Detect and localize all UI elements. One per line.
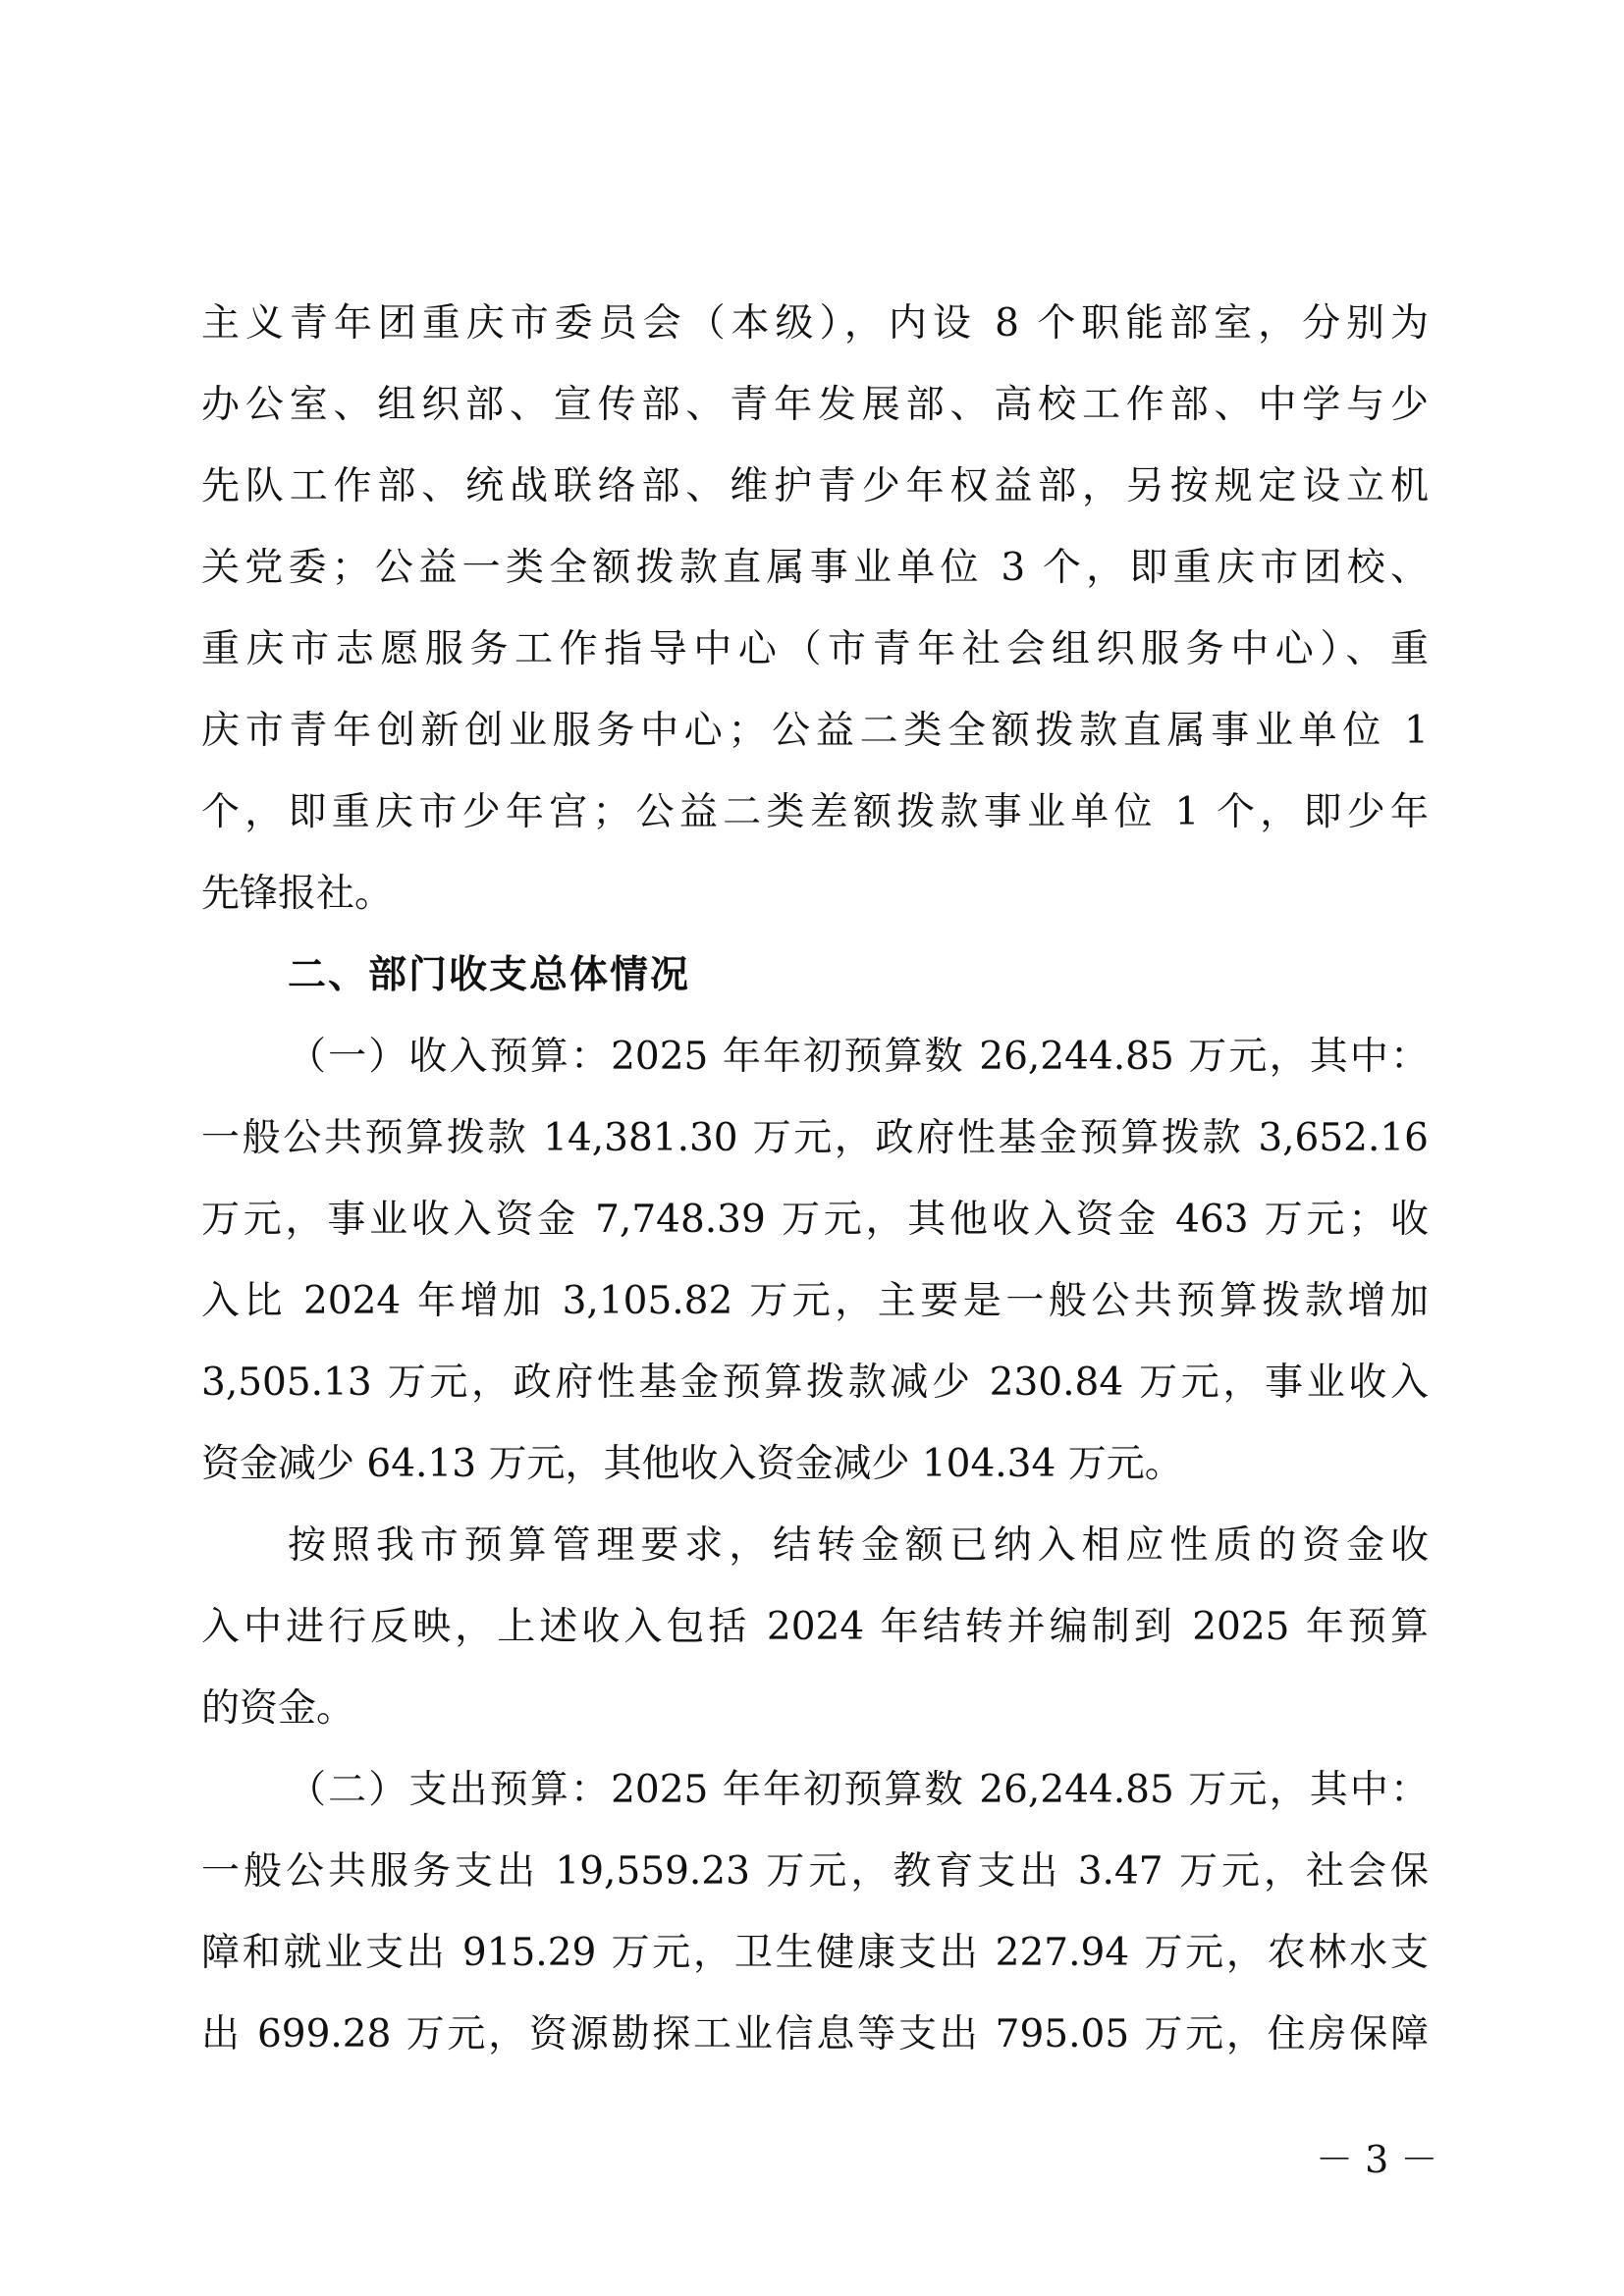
paragraph-line: 先锋报社。: [201, 872, 394, 916]
paragraph-line: （一）收入预算：2025 年年初预算数 26,244.85 万元，其中：: [288, 1035, 1429, 1079]
paragraph-line: 障和就业支出 915.29 万元，卫生健康支出 227.94 万元，农林水支: [201, 1931, 1429, 1975]
paragraph-line: 出 699.28 万元，资源勘探工业信息等支出 795.05 万元，住房保障: [201, 2012, 1429, 2056]
page-number: － 3 －: [1316, 2138, 1438, 2181]
paragraph-line: 重庆市志愿服务工作指导中心（市青年社会组织服务中心）、重: [201, 627, 1429, 671]
paragraph-line: 资金减少 64.13 万元，其他收入资金减少 104.34 万元。: [201, 1442, 1183, 1486]
paragraph-line: 一般公共服务支出 19,559.23 万元，教育支出 3.47 万元，社会保: [201, 1849, 1429, 1894]
paragraph-line: 个，即重庆市少年宫；公益二类差额拨款事业单位 1 个，即少年: [201, 790, 1429, 834]
paragraph-line: 按照我市预算管理要求，结转金额已纳入相应性质的资金收: [288, 1523, 1429, 1568]
paragraph-line: 的资金。: [201, 1686, 355, 1731]
paragraph-line: 关党委；公益一类全额拨款直属事业单位 3 个，即重庆市团校、: [201, 546, 1429, 590]
section-heading: 二、部门收支总体情况: [288, 953, 691, 997]
paragraph-line: 3,505.13 万元，政府性基金预算拨款减少 230.84 万元，事业收入: [201, 1361, 1429, 1405]
paragraph-line: 庆市青年创新创业服务中心；公益二类全额拨款直属事业单位 1: [201, 709, 1429, 753]
paragraph-line: 主义青年团重庆市委员会（本级），内设 8 个职能部室，分别为: [201, 301, 1429, 346]
paragraph-line: （二）支出预算：2025 年年初预算数 26,244.85 万元，其中：: [288, 1768, 1429, 1812]
paragraph-line: 万元，事业收入资金 7,748.39 万元，其他收入资金 463 万元；收: [201, 1198, 1429, 1242]
paragraph-line: 入中进行反映，上述收入包括 2024 年结转并编制到 2025 年预算: [201, 1605, 1429, 1649]
paragraph-line: 办公室、组织部、宣传部、青年发展部、高校工作部、中学与少: [201, 383, 1429, 427]
paragraph-line: 先队工作部、统战联络部、维护青少年权益部，另按规定设立机: [201, 464, 1429, 508]
paragraph-line: 一般公共预算拨款 14,381.30 万元，政府性基金预算拨款 3,652.16: [201, 1116, 1429, 1160]
paragraph-line: 入比 2024 年增加 3,105.82 万元，主要是一般公共预算拨款增加: [201, 1279, 1429, 1323]
